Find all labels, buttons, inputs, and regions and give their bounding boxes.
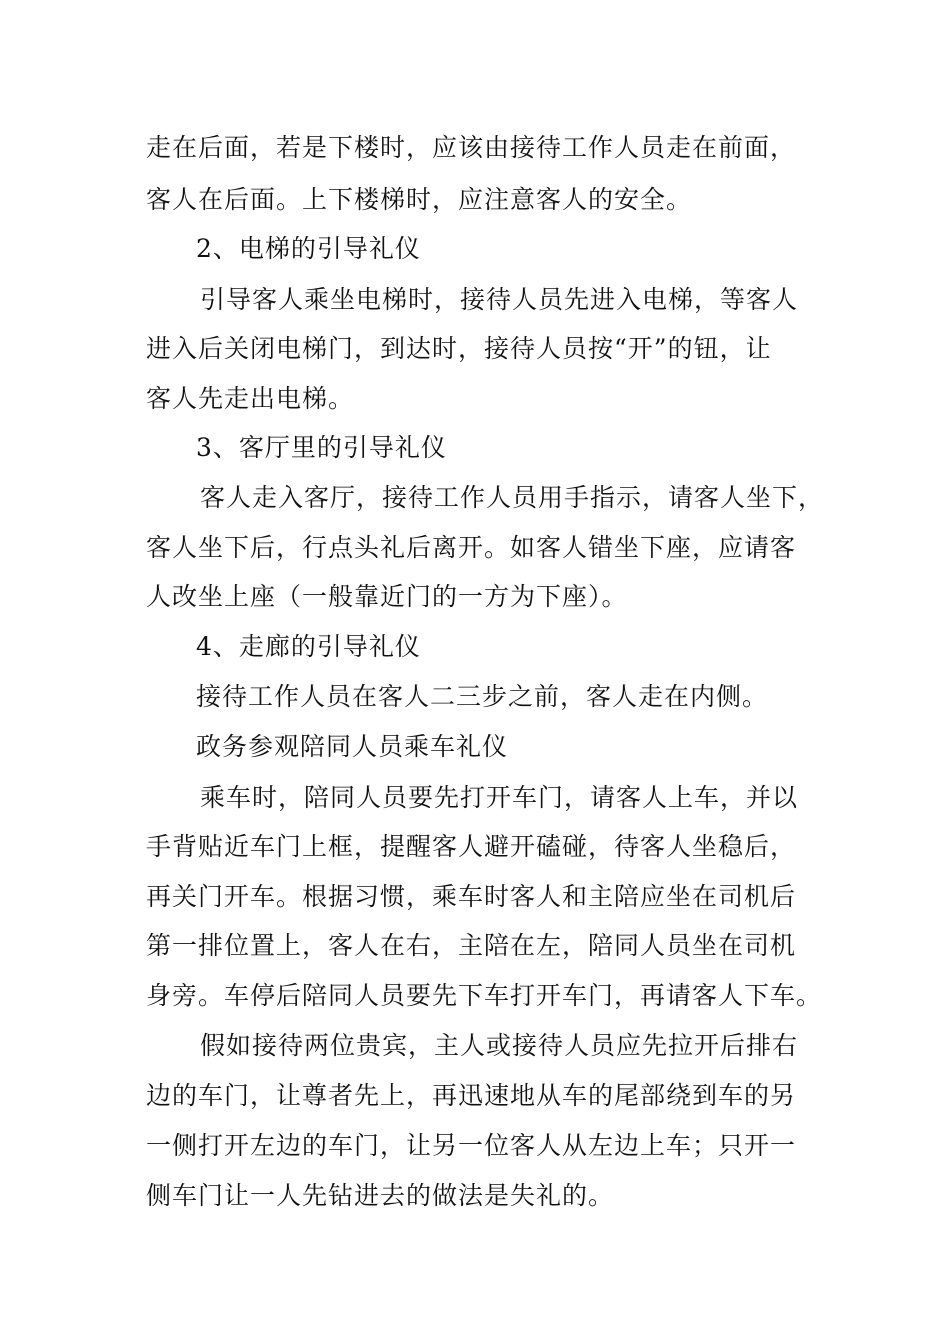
text-line: 走在后面，若是下楼时，应该由接待工作人员走在前面， bbox=[146, 133, 797, 162]
text-line: 客人先走出电梯。 bbox=[146, 384, 355, 413]
text-line: 边的车门，让尊者先上，再迅速地从车的尾部绕到车的另 bbox=[146, 1081, 797, 1110]
text-line: 侧车门让一人先钻进去的做法是失礼的。 bbox=[146, 1181, 615, 1210]
text-line: 身旁。车停后陪同人员要先下车打开车门，再请客人下车。 bbox=[146, 981, 823, 1010]
text-line: 人改坐上座（一般靠近门的一方为下座）。 bbox=[146, 582, 628, 611]
section-heading-elevator: 2、电梯的引导礼仪 bbox=[196, 234, 421, 263]
section-heading-living-room: 3、客厅里的引导礼仪 bbox=[196, 433, 447, 462]
text-line: 一侧打开左边的车门，让另一位客人从左边上车；只开一 bbox=[146, 1131, 797, 1160]
section-heading-corridor: 4、走廊的引导礼仪 bbox=[196, 632, 421, 661]
text-line: 假如接待两位贵宾，主人或接待人员应先拉开后排右 bbox=[200, 1031, 799, 1060]
text-line: 手背贴近车门上框，提醒客人避开磕碰，待客人坐稳后， bbox=[146, 832, 797, 861]
text-line: 第一排位置上，客人在右，主陪在左，陪同人员坐在司机 bbox=[146, 931, 797, 960]
text-line: 客人在后面。上下楼梯时，应注意客人的安全。 bbox=[146, 185, 693, 214]
text-line: 接待工作人员在客人二三步之前，客人走在内侧。 bbox=[196, 682, 769, 711]
text-line: 客人走入客厅，接待工作人员用手指示，请客人坐下， bbox=[200, 483, 825, 512]
text-line: 引导客人乘坐电梯时，接待人员先进入电梯，等客人 bbox=[200, 285, 799, 314]
section-heading-vehicle: 政务参观陪同人员乘车礼仪 bbox=[196, 732, 509, 761]
text-line: 再关门开车。根据习惯，乘车时客人和主陪应坐在司机后 bbox=[146, 882, 797, 911]
text-line: 进入后关闭电梯门，到达时，接待人员按“开”的钮，让 bbox=[146, 334, 772, 363]
text-line: 客人坐下后，行点头礼后离开。如客人错坐下座，应请客 bbox=[146, 533, 797, 562]
text-line: 乘车时，陪同人员要先打开车门，请客人上车，并以 bbox=[200, 783, 799, 812]
